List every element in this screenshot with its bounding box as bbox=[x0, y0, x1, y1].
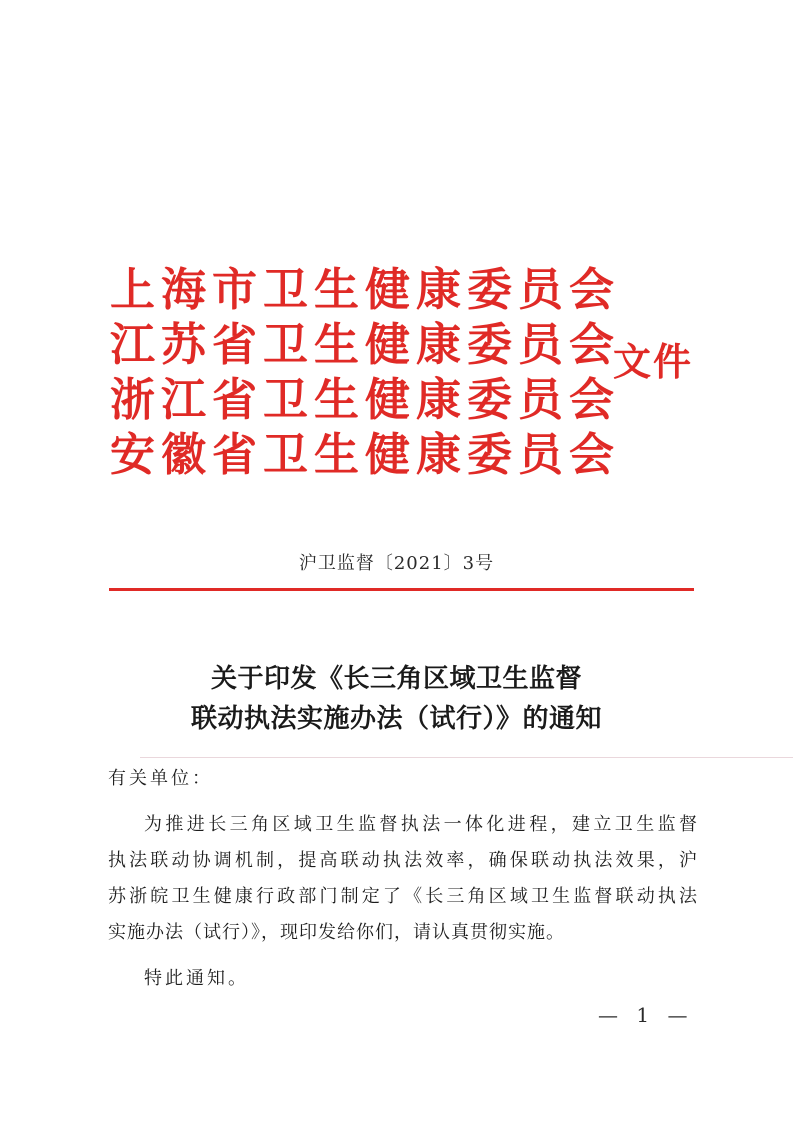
body-line-2: 执法联动协调机制，提高联动执法效率，确保联动执法效果，沪 bbox=[108, 850, 698, 871]
page-number: — 1 — bbox=[598, 1003, 694, 1027]
issuer-jiangsu: 江苏省卫生健康委员会 bbox=[110, 318, 621, 371]
salutation: 有关单位： bbox=[108, 768, 213, 789]
title-line-1: 关于印发《长三角区域卫生监督 bbox=[210, 664, 582, 694]
issuer-shanghai: 上海市卫生健康委员会 bbox=[110, 263, 621, 316]
scan-artifact-line bbox=[140, 757, 793, 758]
issuer-zhejiang: 浙江省卫生健康委员会 bbox=[110, 373, 621, 426]
document-number: 沪卫监督〔2021〕3号 bbox=[298, 553, 495, 574]
issuer-anhui: 安徽省卫生健康委员会 bbox=[110, 428, 621, 481]
body-line-1: 为推进长三角区域卫生监督执法一体化进程，建立卫生监督 bbox=[144, 814, 698, 835]
issuer-list bbox=[110, 262, 620, 482]
red-divider bbox=[109, 588, 694, 591]
body-line-4: 实施办法（试行）》，现印发给你们，请认真贯彻实施。 bbox=[108, 922, 565, 943]
closing-remark: 特此通知。 bbox=[144, 968, 249, 989]
red-header bbox=[110, 262, 710, 492]
document-label: 文件 bbox=[613, 340, 694, 384]
body-line-3: 苏浙皖卫生健康行政部门制定了《长三角区域卫生监督联动执法 bbox=[108, 886, 698, 907]
body-paragraph bbox=[108, 807, 698, 951]
title-line-2: 联动执法实施办法（试行）》的通知 bbox=[190, 704, 602, 734]
notice-title bbox=[0, 659, 793, 739]
